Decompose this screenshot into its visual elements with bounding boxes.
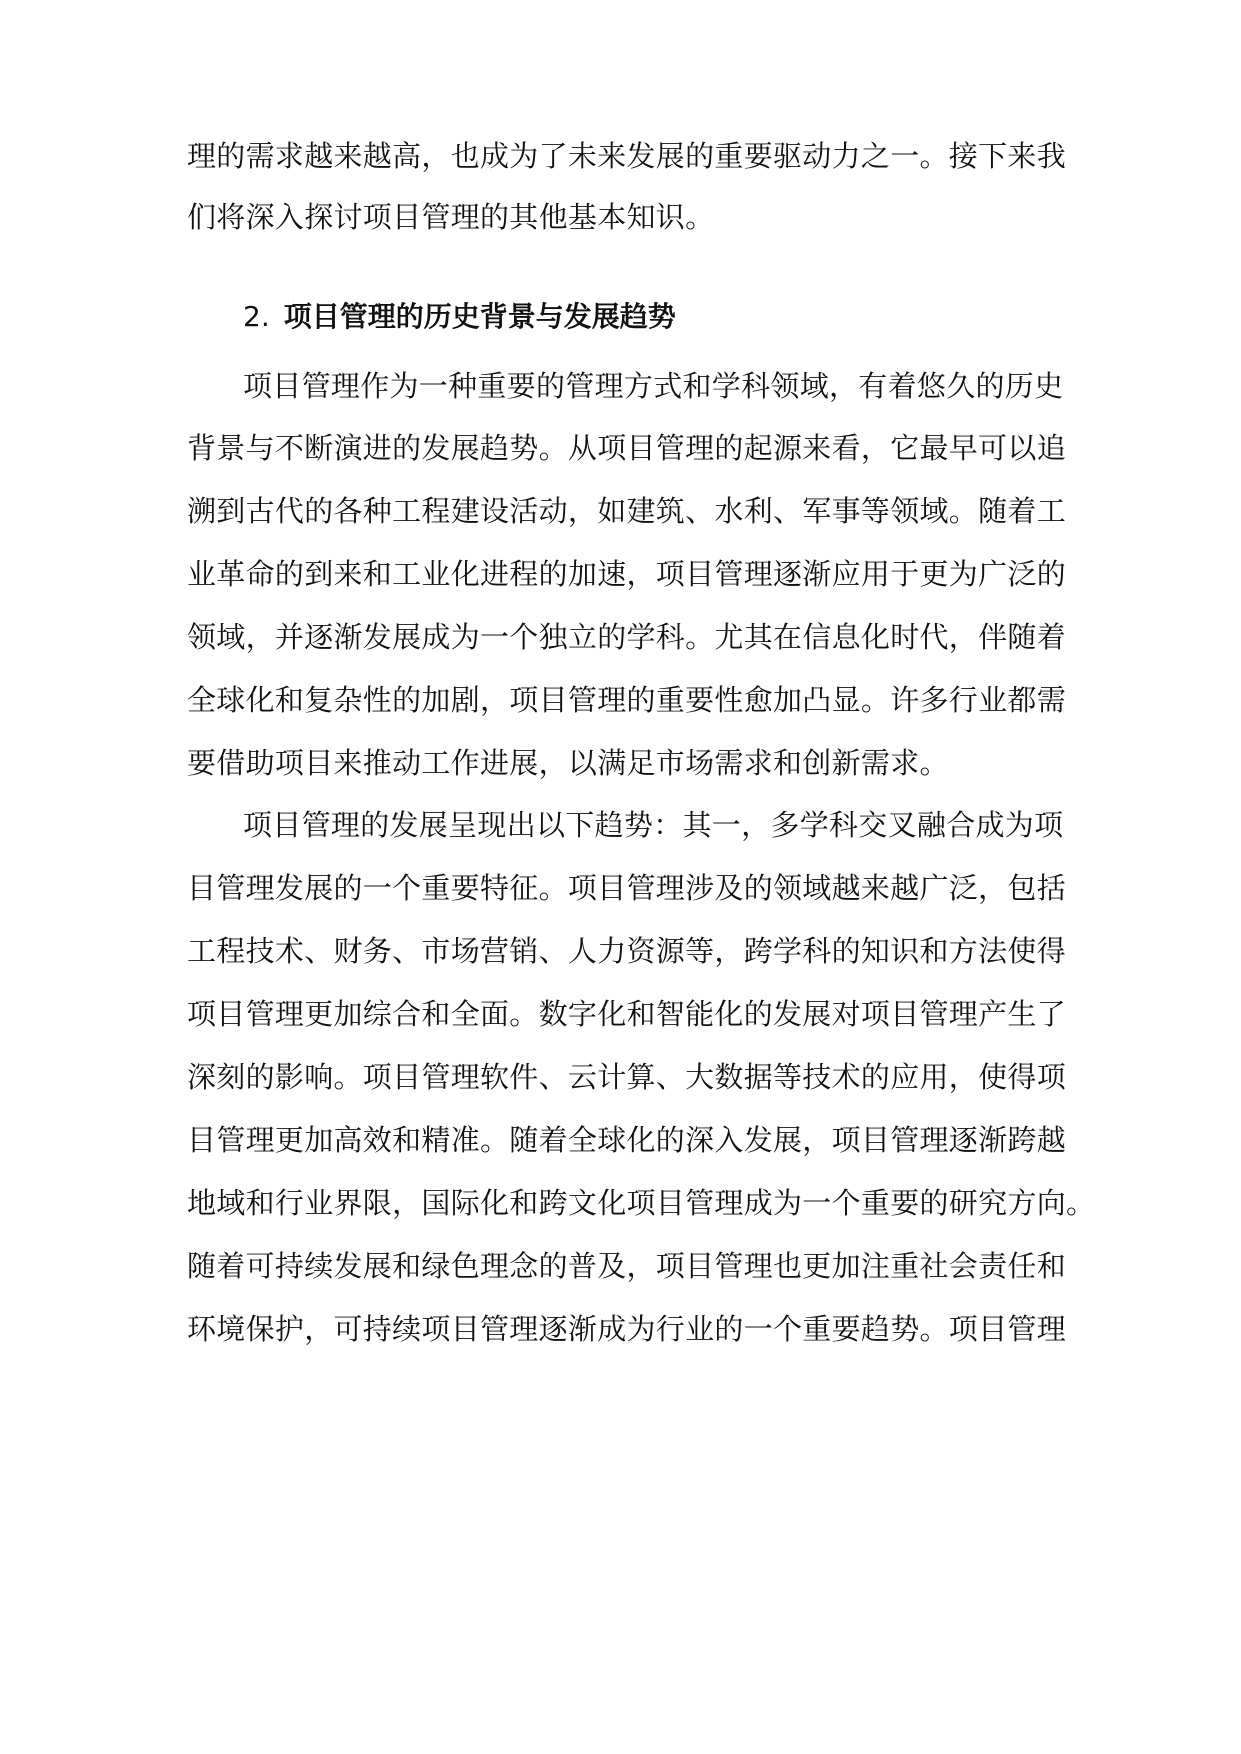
section-title: 项目管理的历史背景与发展趋势: [283, 300, 676, 333]
paragraph1-line-6: 全球化和复杂性的加剧，项目管理的重要性愈加凸显。许多行业都需: [187, 683, 1067, 717]
paragraph1-line-3: 溯到古代的各种工程建设活动，如建筑、水利、军事等领域。随着工: [187, 494, 1067, 528]
paragraph2-line-8: 随着可持续发展和绿色理念的普及，项目管理也更加注重社会责任和: [187, 1249, 1067, 1283]
section-number: 2.: [243, 300, 270, 333]
paragraph2-line-3: 工程技术、财务、市场营销、人力资源等，跨学科的知识和方法使得: [187, 934, 1067, 968]
paragraph2-line-2: 目管理发展的一个重要特征。项目管理涉及的领域越来越广泛，包括: [187, 871, 1067, 905]
paragraph1-line-7: 要借助项目来推动工作进展，以满足市场需求和创新需求。: [187, 746, 949, 780]
paragraph1-line-4: 业革命的到来和工业化进程的加速，项目管理逐渐应用于更为广泛的: [187, 557, 1067, 591]
paragraph2-line-7: 地域和行业界限，国际化和跨文化项目管理成为一个重要的研究方向。: [187, 1186, 1096, 1220]
intro-line-1: 理的需求越来越高，也成为了未来发展的重要驱动力之一。接下来我: [187, 139, 1067, 173]
paragraph2-line-5: 深刻的影响。项目管理软件、云计算、大数据等技术的应用，使得项: [187, 1060, 1067, 1094]
intro-line-2: 们将深入探讨项目管理的其他基本知识。: [187, 200, 715, 234]
paragraph1-line-2: 背景与不断演进的发展趋势。从项目管理的起源来看，它最早可以追: [187, 431, 1067, 465]
paragraph2-line-9: 环境保护，可持续项目管理逐渐成为行业的一个重要趋势。项目管理: [187, 1312, 1067, 1346]
paragraph2-line-1: 项目管理的发展呈现出以下趋势：其一，多学科交叉融合成为项: [243, 808, 1064, 842]
paragraph1-line-1: 项目管理作为一种重要的管理方式和学科领域，有着悠久的历史: [243, 369, 1064, 403]
paragraph2-line-6: 目管理更加高效和精准。随着全球化的深入发展，项目管理逐渐跨越: [187, 1123, 1067, 1157]
paragraph1-line-5: 领域，并逐渐发展成为一个独立的学科。尤其在信息化时代，伴随着: [187, 620, 1067, 654]
paragraph2-line-4: 项目管理更加综合和全面。数字化和智能化的发展对项目管理产生了: [187, 997, 1067, 1031]
section-heading: [243, 297, 676, 337]
